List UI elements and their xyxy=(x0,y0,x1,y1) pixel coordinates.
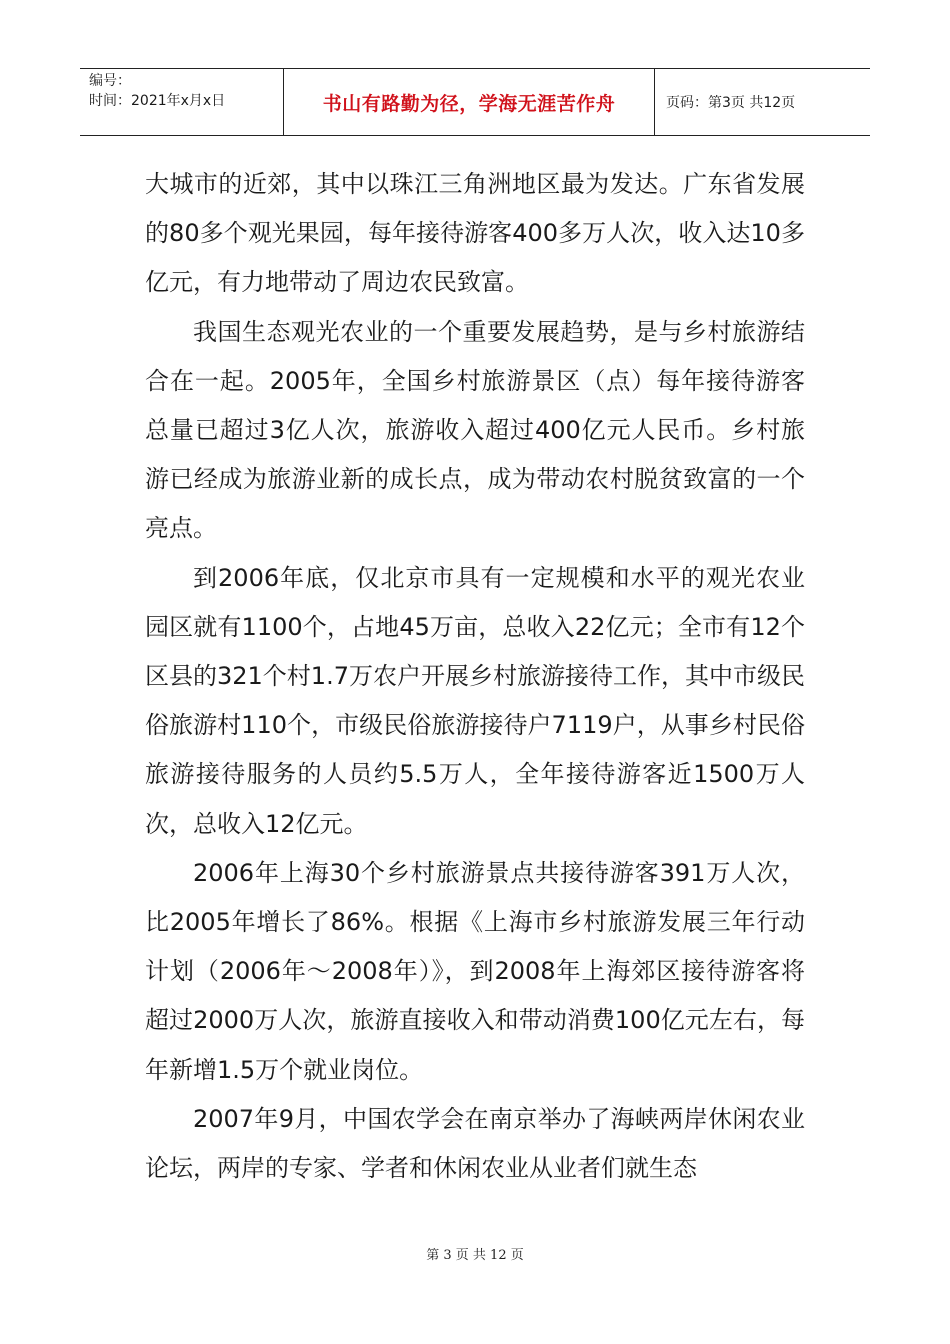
paragraph: 大城市的近郊，其中以珠江三角洲地区最为发达。广东省发展的80多个观光果园，每年接待游客400多万人次，收入达10多亿元，有力地带动了周边农民致富。 xyxy=(145,170,805,297)
paragraph: 我国生态观光农业的一个重要发展趋势，是与乡村旅游结合在一起。2005年，全国乡村旅游景区（点）每年接待游客总量已超过3亿人次，旅游收入超过400亿元人民币。乡村旅游已经成为旅游业新的成长点，成为带动农村脱贫致富的一个亮点。 xyxy=(145,317,805,543)
document-number-label: 编号： xyxy=(89,73,131,89)
document-time-label: 时间：2021年x月x日 xyxy=(89,93,226,109)
paragraph: 到2006年底，仅北京市具有一定规模和水平的观光农业园区就有1100个，占地45万亩，总收入22亿元；全市有12个区县的321个村1.7万农户开展乡村旅游接待工作，其中市级民俗旅游村110个，市级民俗旅游接待户7119户，从事乡村民俗旅游接待服务的人员约5.5万人，全年接待游客近1500万人次，总收入12亿元。 xyxy=(145,563,805,838)
paragraph: 2006年上海30个乡村旅游景点共接待游客391万人次，比2005年增长了86%。根据《上海市乡村旅游发展三年行动计划（2006年～2008年）》，到2008年上海郊区接待游客将超过2000万人次，旅游直接收入和带动消费100亿元左右，每年新增1.5万个就业岗位。 xyxy=(145,858,805,1084)
header-motto: 书山有路勤为径，学海无涯苦作舟 xyxy=(322,92,616,115)
header-page-cell xyxy=(655,69,870,135)
header-info-cell xyxy=(80,69,283,135)
footer-page-number: 第 3 页 共 12 页 xyxy=(426,1248,524,1263)
document-body xyxy=(145,160,805,1193)
paragraph: 2007年9月，中国农学会在南京举办了海峡两岸休闲农业论坛，两岸的专家、学者和休闲农业从业者们就生态 xyxy=(145,1104,805,1183)
header-page-code: 页码：第3页 共12页 xyxy=(666,95,796,111)
page-header xyxy=(80,68,870,136)
header-motto-cell xyxy=(283,69,655,135)
page-footer xyxy=(0,1244,950,1263)
